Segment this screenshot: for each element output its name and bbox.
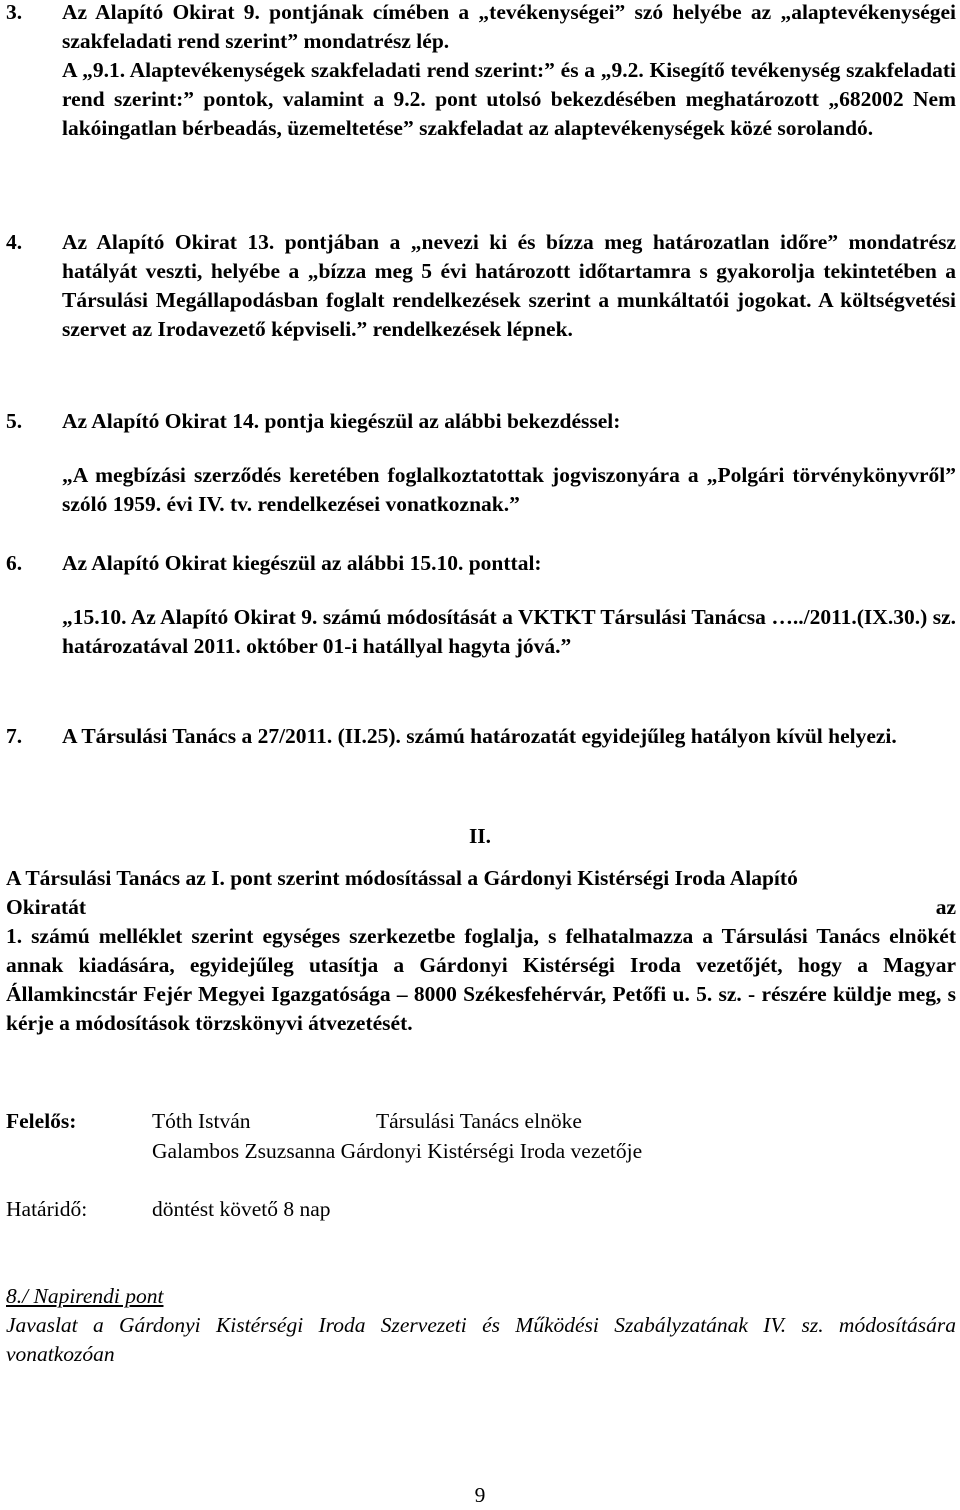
section-line-2-start: Okiratát bbox=[6, 895, 87, 919]
item-number: 5. bbox=[6, 409, 23, 433]
section-heading: II. bbox=[468, 824, 492, 848]
item-number: 4. bbox=[6, 230, 23, 254]
item-quote: „A megbízási szerződés keretében foglalkoztatottak jogviszonyára a „Polgári törvénykönyvről” szóló 1959. évi IV. tv. rendelkezései vonatkoznak.” bbox=[62, 463, 956, 516]
agenda-title: 8./ Napirendi pont bbox=[6, 1284, 164, 1308]
page-number: 9 bbox=[474, 1483, 486, 1507]
responsible-role: Társulási Tanács elnöke bbox=[376, 1109, 582, 1133]
section-line-1: A Társulási Tanács az I. pont szerint módosítással a Gárdonyi Kistérségi Iroda Alapító bbox=[6, 866, 798, 890]
item-number: 6. bbox=[6, 551, 23, 575]
deadline-label: Határidő: bbox=[6, 1197, 88, 1221]
responsible-label: Felelős: bbox=[6, 1109, 77, 1133]
responsible-second: Galambos Zsuzsanna Gárdonyi Kistérségi Iroda vezetője bbox=[152, 1139, 643, 1163]
item-text: A Társulási Tanács a 27/2011. (II.25). számú határozatát egyidejűleg hatályon kívül helyezi. bbox=[62, 724, 897, 748]
item-4 bbox=[6, 228, 956, 344]
item-text: Az Alapító Okirat 14. pontja kiegészül az alábbi bekezdéssel: bbox=[62, 409, 621, 433]
item-paragraph: A „9.1. Alaptevékenységek szakfeladati rend szerint:” és a „9.2. Kisegítő tevékenység szakfeladati rend szerint:” pontok, valamint a 9.2. pont utolsó bekezdésében meghatározott „682002 Nem lakóingatlan bérbeadás, üzemeltetése” szakfeladat az alaptevékenységek közé sorolandó. bbox=[62, 58, 956, 140]
deadline-value: döntést követő 8 nap bbox=[152, 1197, 331, 1221]
item-6 bbox=[6, 549, 956, 661]
responsible-name: Tóth István bbox=[152, 1109, 251, 1133]
item-3 bbox=[6, 0, 956, 143]
item-text: Az Alapító Okirat kiegészül az alábbi 15.10. ponttal: bbox=[62, 551, 542, 575]
item-number: 3. bbox=[6, 0, 23, 24]
section-line-2 bbox=[6, 893, 956, 922]
section-paragraph: 1. számú melléklet szerint egységes szerkezetbe foglalja, s felhatalmazza a Társulási Tanács elnökét annak kiadására, egyidejűleg utasítja a Gárdonyi Kistérségi Iroda vezetőjét, hogy a Magyar Államkincstár Fejér Megyei Igazgatósága – 8000 Székesfehérvár, Petőfi u. 5. sz. - részére küldje meg, s kérje a módosítások törzskönyvi átvezetését. bbox=[6, 924, 956, 1035]
section-line-2-end: az bbox=[935, 895, 956, 919]
item-number: 7. bbox=[6, 724, 23, 748]
agenda-text: Javaslat a Gárdonyi Kistérségi Iroda Szervezeti és Működési Szabályzatának IV. sz. módosítására vonatkozóan bbox=[6, 1313, 956, 1366]
item-5 bbox=[6, 407, 956, 519]
item-text: Az Alapító Okirat 13. pontjában a „nevezi ki és bízza meg határozatlan időre” mondatrész hatályát veszti, helyébe a „bízza meg 5 évi határozott időtartamra s gyakorolja tekintetében a Társulási Megállapodásban foglalt rendelkezések szerint a munkáltatói jogokat. A költségvetési szervet az Irodavezető képviseli.” rendelkezések lépnek. bbox=[62, 230, 956, 341]
item-7 bbox=[6, 722, 956, 751]
item-text: Az Alapító Okirat 9. pontjának címében a „tevékenységei” szó helyébe az „alaptevékenységei szakfeladati rend szerint” mondatrész lép. bbox=[62, 0, 956, 53]
item-quote: „15.10. Az Alapító Okirat 9. számú módosítását a VKTKT Társulási Tanácsa …../2011.(IX.30.) sz. határozatával 2011. október 01-i hatállyal hagyta jóvá.” bbox=[62, 605, 956, 658]
